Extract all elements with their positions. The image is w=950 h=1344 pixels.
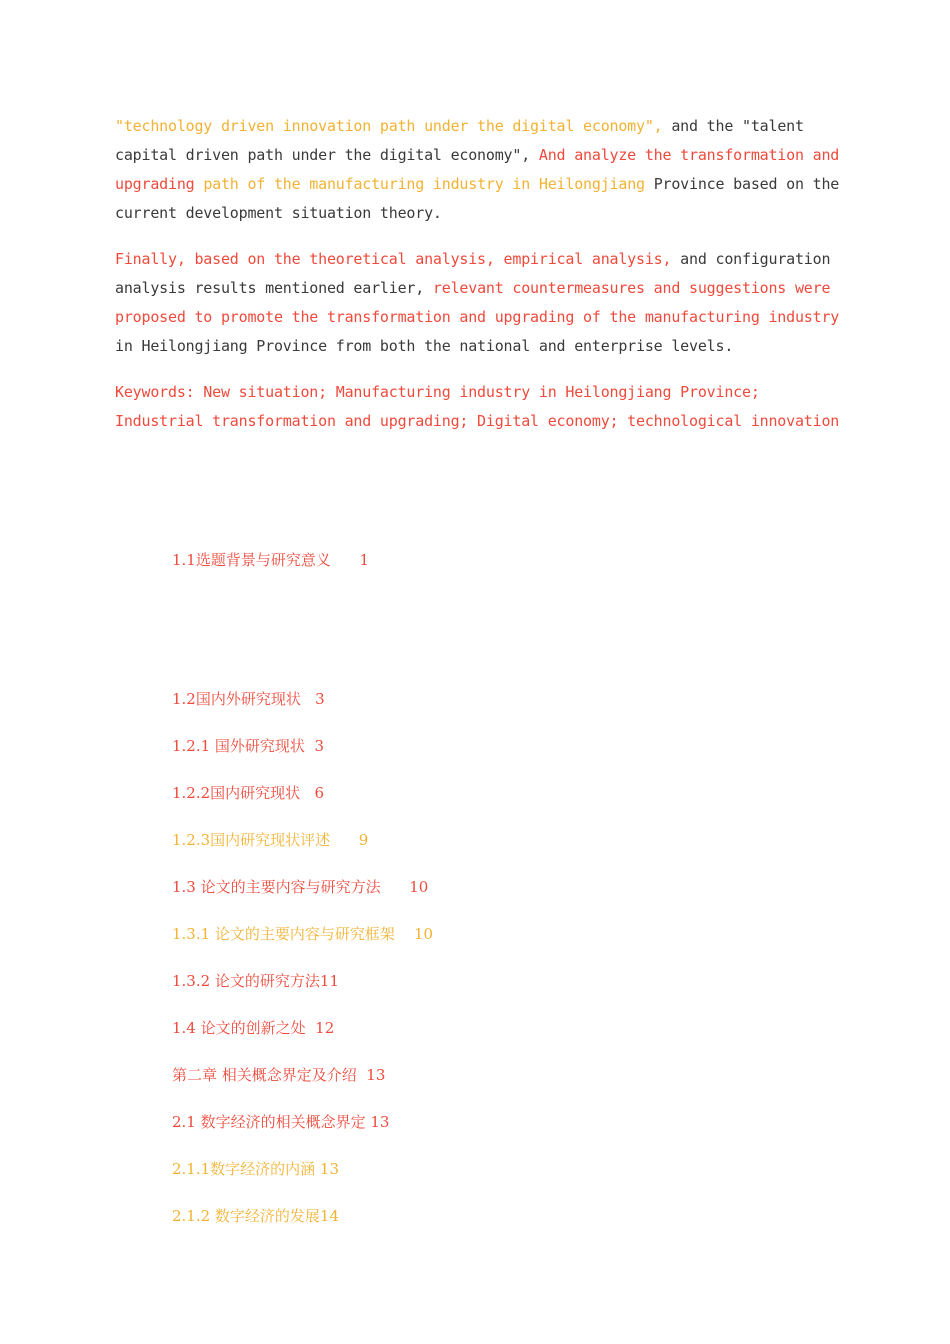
p2-segment-2: and configuration analysis results mentioned earlier,: [115, 250, 831, 297]
p1-segment-3: And analyze the transformation and: [530, 146, 840, 164]
p1-segment-1: "technology driven innovation path under the digital economy",: [115, 117, 663, 135]
p2-segment-3: relevant countermeasures and suggestions were proposed to promote the transformation and upgrading of the manufacturing industry: [115, 279, 840, 326]
toc-entry-2-1-1: 2.1.1数字经济的内涵 13: [172, 1160, 340, 1178]
toc-entry-1-1: 1.1选题背景与研究意义 1: [172, 551, 370, 569]
p1-segment-6: Province based on the current development situation theory.: [115, 175, 840, 222]
abstract-paragraph-1: [115, 112, 845, 228]
toc-entry-1-2-1: 1.2.1 国外研究现状 3: [172, 737, 325, 755]
p1-segment-2: and the "talent capital driven path under the digital economy",: [115, 117, 804, 164]
toc-entry-2-1-2: 2.1.2 数字经济的发展14: [172, 1207, 340, 1225]
toc-entry-chapter-2: 第二章 相关概念界定及介绍 13: [172, 1066, 386, 1084]
p1-segment-5: path of the manufacturing industry in Heilongjiang: [194, 175, 645, 193]
toc-entry-1-2-2: 1.2.2国内研究现状 6: [172, 784, 325, 802]
p2-segment-4: in Heilongjiang Province from both the national and enterprise levels.: [115, 337, 734, 355]
toc-entry-1-3: 1.3 论文的主要内容与研究方法 10: [172, 878, 429, 896]
toc-entry-1-3-2: 1.3.2 论文的研究方法11: [172, 972, 340, 990]
toc-entry-2-1: 2.1 数字经济的相关概念界定 13: [172, 1113, 390, 1131]
abstract-paragraph-2: [115, 245, 845, 361]
p1-segment-4: upgrading: [115, 175, 195, 193]
toc-entry-1-2-3: 1.2.3国内研究现状评述 9: [172, 831, 369, 849]
toc-entry-1-2: 1.2国内外研究现状 3: [172, 690, 325, 708]
keywords-paragraph: Keywords: New situation; Manufacturing industry in Heilongjiang Province; Industrial transformation and upgrading; Digital economy; technological innovation: [115, 383, 840, 430]
p2-segment-1: Finally, based on the theoretical analysis, empirical analysis,: [115, 250, 672, 268]
toc-entry-1-3-1: 1.3.1 论文的主要内容与研究框架 10: [172, 925, 434, 943]
toc-entry-1-4: 1.4 论文的创新之处 12: [172, 1019, 335, 1037]
